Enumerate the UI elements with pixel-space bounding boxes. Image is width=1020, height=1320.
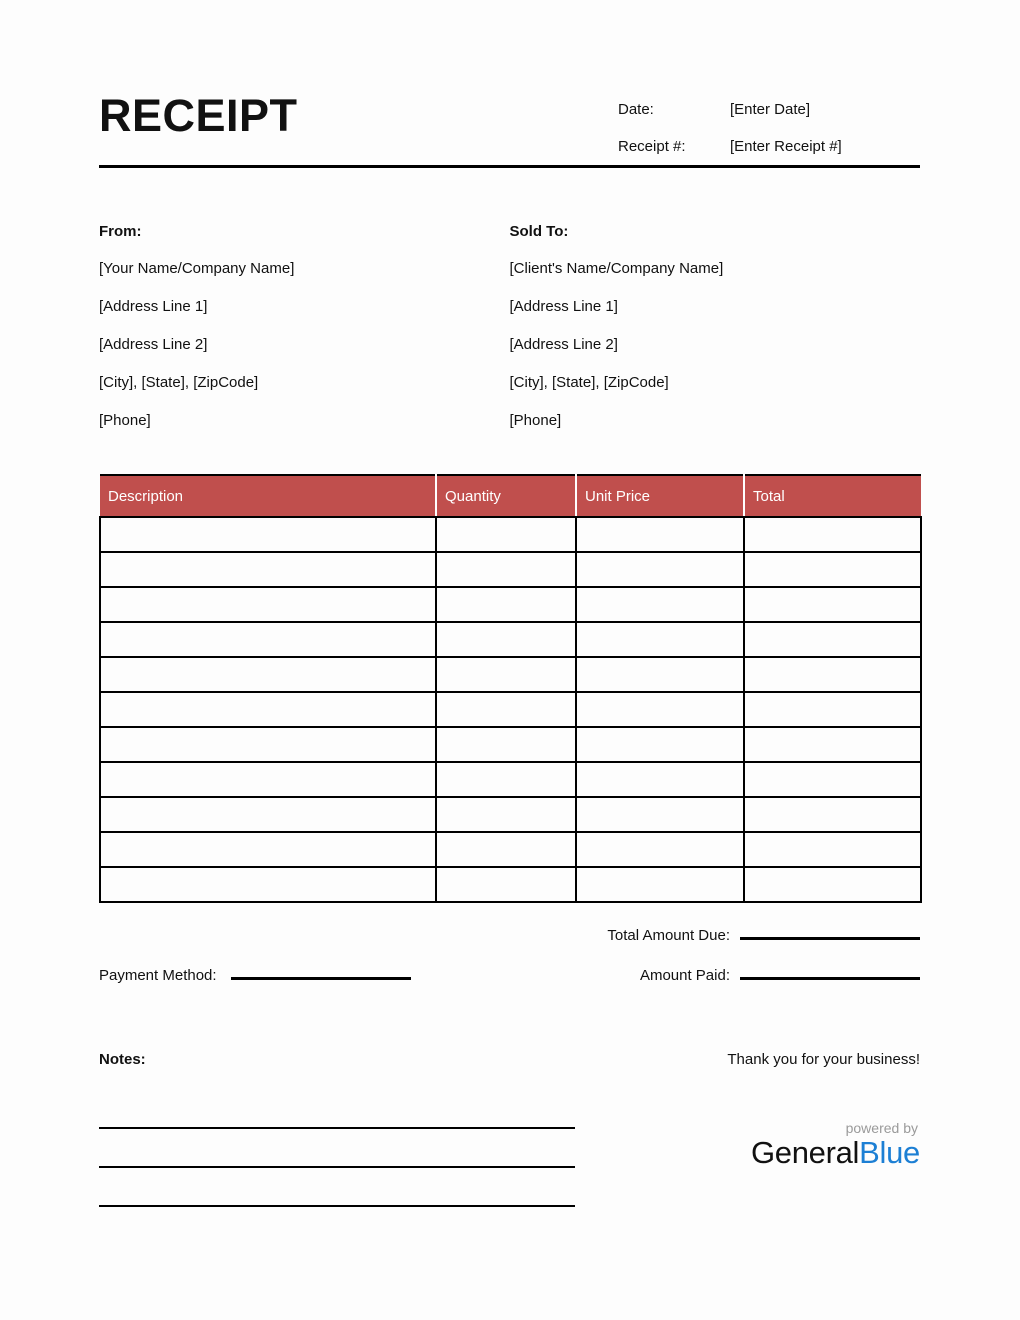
from-block: [99, 223, 510, 429]
cell-total[interactable]: [744, 657, 921, 692]
table-row: [100, 552, 921, 587]
sold-to-line-city-state-zip[interactable]: [City], [State], [ZipCode]: [509, 374, 669, 391]
sold-to-block: [510, 223, 921, 429]
brand-name: [720, 1137, 920, 1170]
parties-section: [99, 223, 920, 429]
cell-total[interactable]: [744, 552, 921, 587]
note-line[interactable]: [99, 1168, 575, 1207]
table-row: [100, 727, 921, 762]
cell-unit-price[interactable]: [576, 587, 744, 622]
receipt-number-label: Receipt #:: [618, 138, 686, 155]
cell-description[interactable]: [100, 867, 436, 902]
header-divider: [99, 165, 920, 168]
payment-method-row: [99, 957, 411, 984]
amount-paid-field[interactable]: [740, 957, 920, 980]
cell-total[interactable]: [744, 692, 921, 727]
total-amount-due-label: Total Amount Due:: [607, 927, 730, 944]
from-line-address-2[interactable]: [Address Line 2]: [99, 336, 208, 353]
cell-total[interactable]: [744, 797, 921, 832]
cell-description[interactable]: [100, 587, 436, 622]
column-header-description: Description: [100, 475, 436, 517]
cell-quantity[interactable]: [436, 727, 576, 762]
cell-description[interactable]: [100, 692, 436, 727]
cell-total[interactable]: [744, 622, 921, 657]
receipt-number-row: [618, 138, 918, 175]
totals-section: [99, 917, 920, 997]
cell-unit-price[interactable]: [576, 552, 744, 587]
table-row: [100, 622, 921, 657]
column-header-total: Total: [744, 475, 921, 517]
cell-quantity[interactable]: [436, 797, 576, 832]
footer-logo: [720, 1120, 920, 1170]
sold-to-title: Sold To:: [509, 223, 569, 240]
total-amount-due-field[interactable]: [740, 917, 920, 940]
cell-description[interactable]: [100, 657, 436, 692]
payment-method-field[interactable]: [231, 957, 411, 980]
receipt-number-field[interactable]: [Enter Receipt #]: [730, 138, 842, 155]
table-body: [100, 517, 921, 902]
date-field[interactable]: [Enter Date]: [730, 101, 811, 118]
cell-unit-price[interactable]: [576, 657, 744, 692]
notes-title: Notes:: [99, 1051, 146, 1068]
note-line[interactable]: [99, 1090, 575, 1129]
brand-name-general: General: [750, 1135, 860, 1170]
table-row: [100, 517, 921, 552]
sold-to-line-address-2[interactable]: [Address Line 2]: [509, 336, 618, 353]
from-line-name[interactable]: [Your Name/Company Name]: [99, 260, 295, 277]
table-row: [100, 692, 921, 727]
powered-by-label: powered by: [845, 1120, 918, 1136]
receipt-content: [99, 0, 920, 1207]
brand-name-blue: Blue: [859, 1135, 920, 1170]
note-line[interactable]: [99, 1129, 575, 1168]
cell-quantity[interactable]: [436, 657, 576, 692]
cell-unit-price[interactable]: [576, 622, 744, 657]
cell-description[interactable]: [100, 552, 436, 587]
table-row: [100, 762, 921, 797]
cell-unit-price[interactable]: [576, 797, 744, 832]
header-fields: [618, 101, 918, 175]
column-header-unit-price: Unit Price: [576, 475, 744, 517]
cell-description[interactable]: [100, 762, 436, 797]
cell-description[interactable]: [100, 517, 436, 552]
cell-quantity[interactable]: [436, 692, 576, 727]
cell-description[interactable]: [100, 797, 436, 832]
cell-unit-price[interactable]: [576, 692, 744, 727]
date-row: [618, 101, 918, 138]
receipt-header: [99, 90, 920, 175]
table-row: [100, 867, 921, 902]
cell-total[interactable]: [744, 762, 921, 797]
notes-header: [99, 1051, 920, 1068]
column-header-quantity: Quantity: [436, 475, 576, 517]
payment-method-label: Payment Method:: [99, 967, 217, 984]
from-line-city-state-zip[interactable]: [City], [State], [ZipCode]: [99, 374, 259, 391]
cell-total[interactable]: [744, 832, 921, 867]
table-row: [100, 587, 921, 622]
table-row: [100, 657, 921, 692]
cell-unit-price[interactable]: [576, 727, 744, 762]
cell-total[interactable]: [744, 587, 921, 622]
cell-quantity[interactable]: [436, 587, 576, 622]
from-title: From:: [99, 223, 142, 240]
total-amount-due-row: [99, 917, 920, 957]
cell-quantity[interactable]: [436, 832, 576, 867]
cell-quantity[interactable]: [436, 552, 576, 587]
cell-unit-price[interactable]: [576, 517, 744, 552]
from-line-phone[interactable]: [Phone]: [99, 412, 151, 429]
cell-description[interactable]: [100, 622, 436, 657]
table-header-row: [100, 475, 921, 517]
cell-description[interactable]: [100, 727, 436, 762]
from-line-address-1[interactable]: [Address Line 1]: [99, 298, 208, 315]
cell-unit-price[interactable]: [576, 762, 744, 797]
cell-quantity[interactable]: [436, 867, 576, 902]
cell-total[interactable]: [744, 517, 921, 552]
sold-to-line-phone[interactable]: [Phone]: [509, 412, 562, 429]
cell-unit-price[interactable]: [576, 832, 744, 867]
cell-quantity[interactable]: [436, 517, 576, 552]
sold-to-line-address-1[interactable]: [Address Line 1]: [509, 298, 618, 315]
cell-total[interactable]: [744, 867, 921, 902]
cell-quantity[interactable]: [436, 622, 576, 657]
table-row: [100, 832, 921, 867]
thank-you-message: Thank you for your business!: [727, 1051, 920, 1068]
cell-unit-price[interactable]: [576, 867, 744, 902]
notes-lines: [99, 1090, 575, 1207]
sold-to-line-name[interactable]: [Client's Name/Company Name]: [509, 260, 724, 277]
page-title: RECEIPT: [99, 90, 298, 141]
cell-description[interactable]: [100, 832, 436, 867]
table-row: [100, 797, 921, 832]
amount-paid-label: Amount Paid:: [639, 967, 730, 984]
line-items-table: [99, 474, 922, 903]
cell-total[interactable]: [744, 727, 921, 762]
date-label: Date:: [618, 101, 654, 118]
cell-quantity[interactable]: [436, 762, 576, 797]
